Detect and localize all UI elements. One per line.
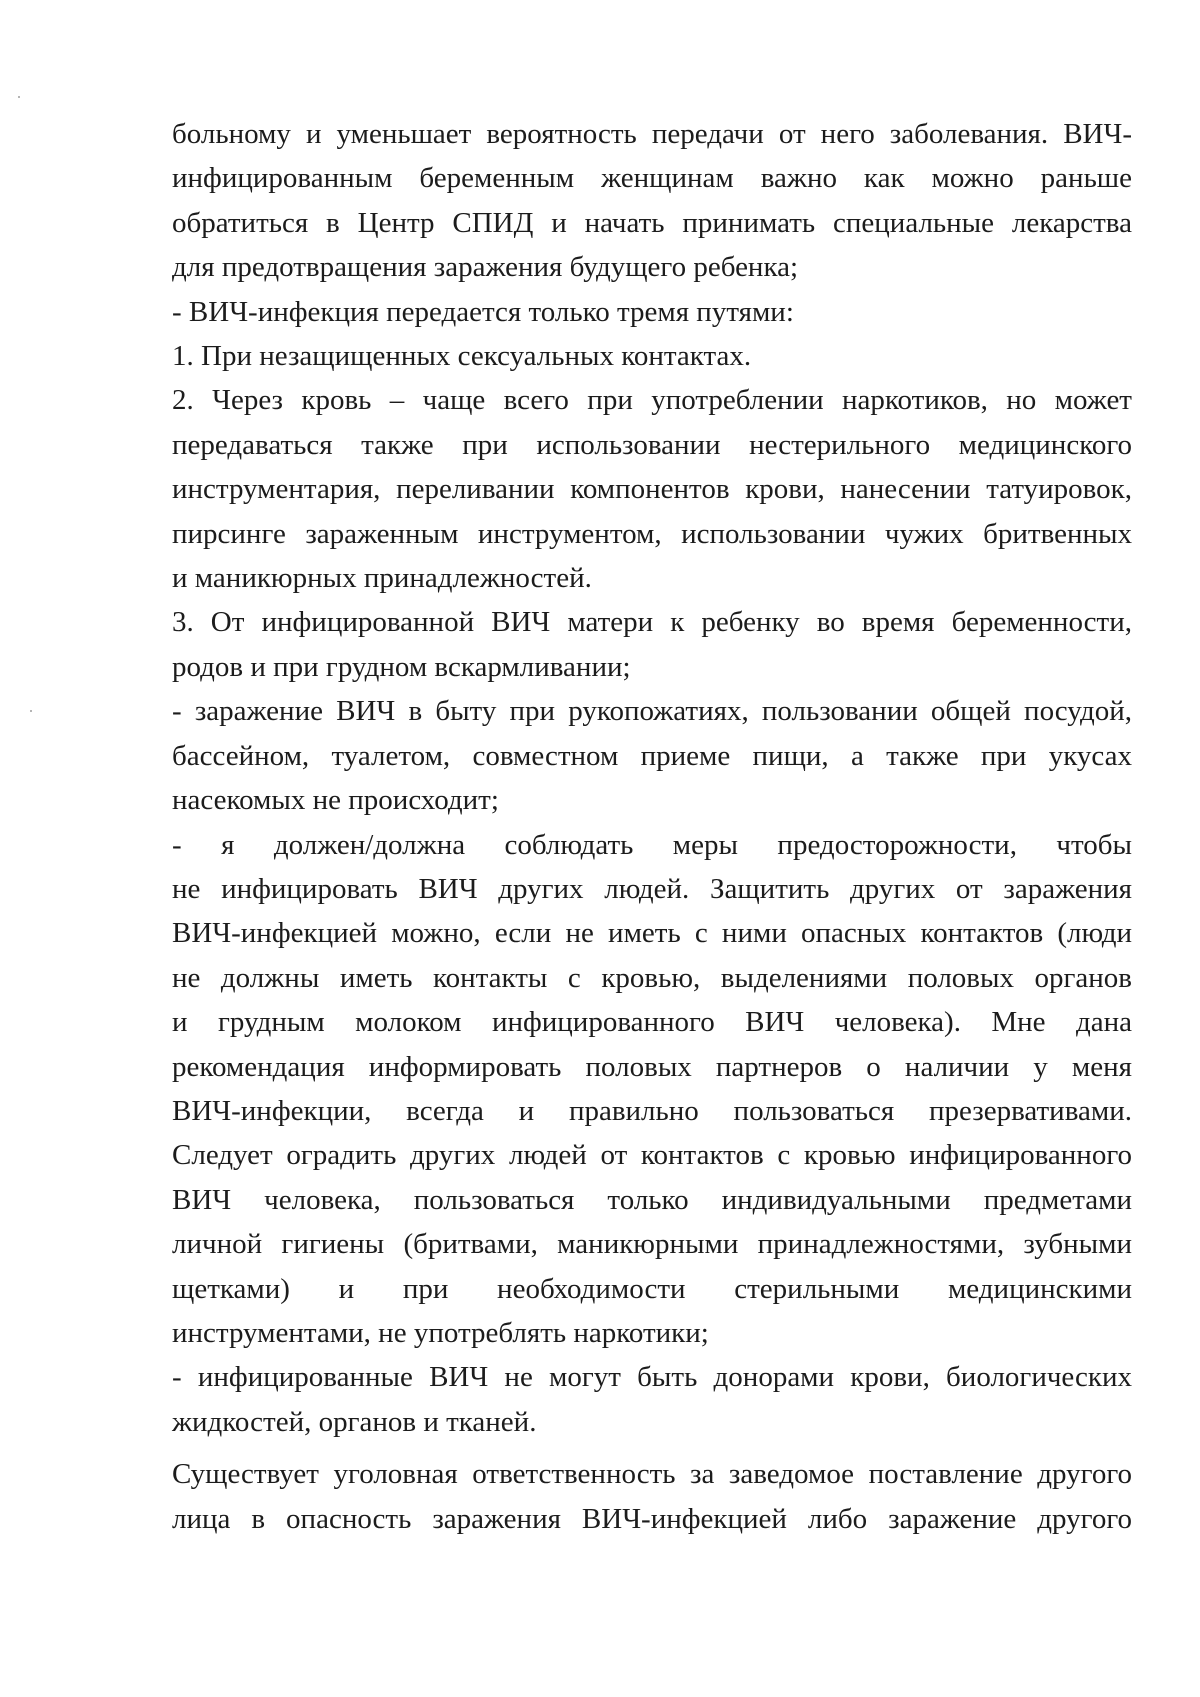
scan-artifact (30, 710, 32, 712)
text-line: 2. Через кровь – чаще всего при употреблении наркотиков, но может (172, 384, 1132, 417)
text-line: щетками) и при необходимости стерильными медицинскими (172, 1272, 1132, 1305)
text-line: бассейном, туалетом, совместном приеме пищи, а также при укусах (172, 739, 1132, 772)
text-line: - ВИЧ-инфекция передается только тремя путями: (172, 295, 794, 328)
text-line: - инфицированные ВИЧ не могут быть донорами крови, биологических (172, 1361, 1132, 1394)
text-line: рекомендация информировать половых партнеров о наличии у меня (172, 1050, 1132, 1083)
text-line: ВИЧ-инфекции, всегда и правильно пользоваться презервативами. (172, 1094, 1132, 1127)
text-line: ВИЧ-инфекцией можно, если не иметь с ними опасных контактов (люди (172, 917, 1132, 950)
text-line: - заражение ВИЧ в быту при рукопожатиях, пользовании общей посудой, (172, 695, 1132, 728)
document-body (172, 112, 1132, 1541)
text-line: родов и при грудном вскармливании; (172, 650, 631, 683)
text-line: насекомых не происходит; (172, 784, 499, 817)
text-line: и маникюрных принадлежностей. (172, 562, 592, 595)
paragraph-gap (172, 1444, 1132, 1452)
text-line: жидкостей, органов и тканей. (172, 1405, 537, 1438)
text-line: для предотвращения заражения будущего ребенка; (172, 251, 799, 284)
text-line: инструментами, не употреблять наркотики; (172, 1316, 709, 1349)
text-line: 1. При незащищенных сексуальных контактах. (172, 340, 752, 373)
text-line: ВИЧ человека, пользоваться только индивидуальными предметами (172, 1183, 1132, 1216)
text-line: пирсинге зараженным инструментом, использовании чужих бритвенных (172, 517, 1132, 550)
text-line: и грудным молоком инфицированного ВИЧ человека). Мне дана (172, 1006, 1132, 1039)
text-line: лица в опасность заражения ВИЧ-инфекцией либо заражение другого (172, 1502, 1132, 1535)
text-line: Существует уголовная ответственность за заведомое поставление другого (172, 1458, 1132, 1491)
text-line: больному и уменьшает вероятность передачи от него заболевания. ВИЧ- (172, 118, 1132, 150)
text-line: инструментария, переливании компонентов крови, нанесении татуировок, (172, 473, 1132, 506)
text-line: не должны иметь контакты с кровью, выделениями половых органов (172, 961, 1132, 994)
text-line: 3. От инфицированной ВИЧ матери к ребенку во время беременности, (172, 606, 1132, 639)
text-line: не инфицировать ВИЧ других людей. Защитить других от заражения (172, 872, 1132, 905)
text-line: - я должен/должна соблюдать меры предосторожности, чтобы (172, 828, 1132, 861)
text-line: передаваться также при использовании нестерильного медицинского (172, 428, 1132, 461)
text-line: инфицированным беременным женщинам важно как можно раньше (172, 162, 1132, 195)
text-line: личной гигиены (бритвами, маникюрными принадлежностями, зубными (172, 1228, 1132, 1261)
text-line: обратиться в Центр СПИД и начать принимать специальные лекарства (172, 206, 1132, 239)
scan-artifact (18, 96, 20, 98)
text-line: Следует оградить других людей от контактов с кровью инфицированного (172, 1139, 1132, 1172)
